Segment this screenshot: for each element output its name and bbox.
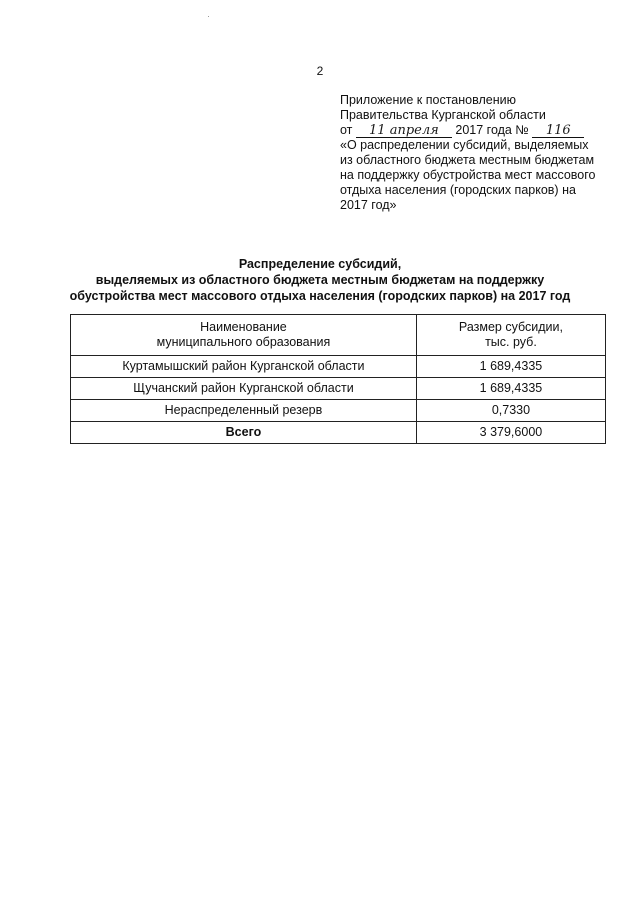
appendix-subject-line: «О распределении субсидий, выделяемых xyxy=(340,138,589,152)
amount-cell: 0,7330 xyxy=(416,400,605,422)
handwritten-number: 116 xyxy=(532,124,584,138)
year-text: 2017 года № xyxy=(455,123,529,137)
appendix-subject-line: на поддержку обустройства мест массового xyxy=(340,168,596,182)
table-row xyxy=(71,356,606,378)
municipality-cell: Щучанский район Курганской области xyxy=(71,378,417,400)
table-row xyxy=(71,400,606,422)
header-municipality: Наименование муниципального образования xyxy=(71,315,417,356)
table-total-row xyxy=(71,422,606,444)
municipality-cell: Нераспределенный резерв xyxy=(71,400,417,422)
municipality-cell: Куртамышский район Курганской области xyxy=(71,356,417,378)
appendix-subject-line: из областного бюджета местным бюджетам xyxy=(340,153,595,167)
appendix-subject-line: отдыха населения (городских парков) на xyxy=(340,183,576,197)
appendix-line: Приложение к постановлению xyxy=(340,93,516,107)
appendix-block xyxy=(340,93,620,213)
appendix-subject-line: 2017 год» xyxy=(340,198,397,212)
amount-cell: 1 689,4335 xyxy=(416,378,605,400)
appendix-date-line xyxy=(340,123,620,138)
page-number: 2 xyxy=(316,64,324,78)
appendix-line: Правительства Курганской области xyxy=(340,108,546,122)
from-prefix: от xyxy=(340,123,353,137)
title-line: выделяемых из областного бюджета местным бюджетам на поддержку xyxy=(95,273,545,287)
title-line: Распределение субсидий, xyxy=(238,257,402,271)
title-line: обустройства мест массового отдыха населения (городских парков) на 2017 год xyxy=(69,289,571,303)
table-row xyxy=(71,378,606,400)
handwritten-date: 11 апреля xyxy=(356,124,452,138)
header-amount: Размер субсидии, тыс. руб. xyxy=(416,315,605,356)
scan-artifact xyxy=(208,16,209,17)
table-header-row xyxy=(71,315,606,356)
amount-cell: 1 689,4335 xyxy=(416,356,605,378)
total-label-cell: Всего xyxy=(71,422,417,444)
subsidy-table xyxy=(70,314,606,444)
document-title xyxy=(40,256,600,304)
total-amount-cell: 3 379,6000 xyxy=(416,422,605,444)
